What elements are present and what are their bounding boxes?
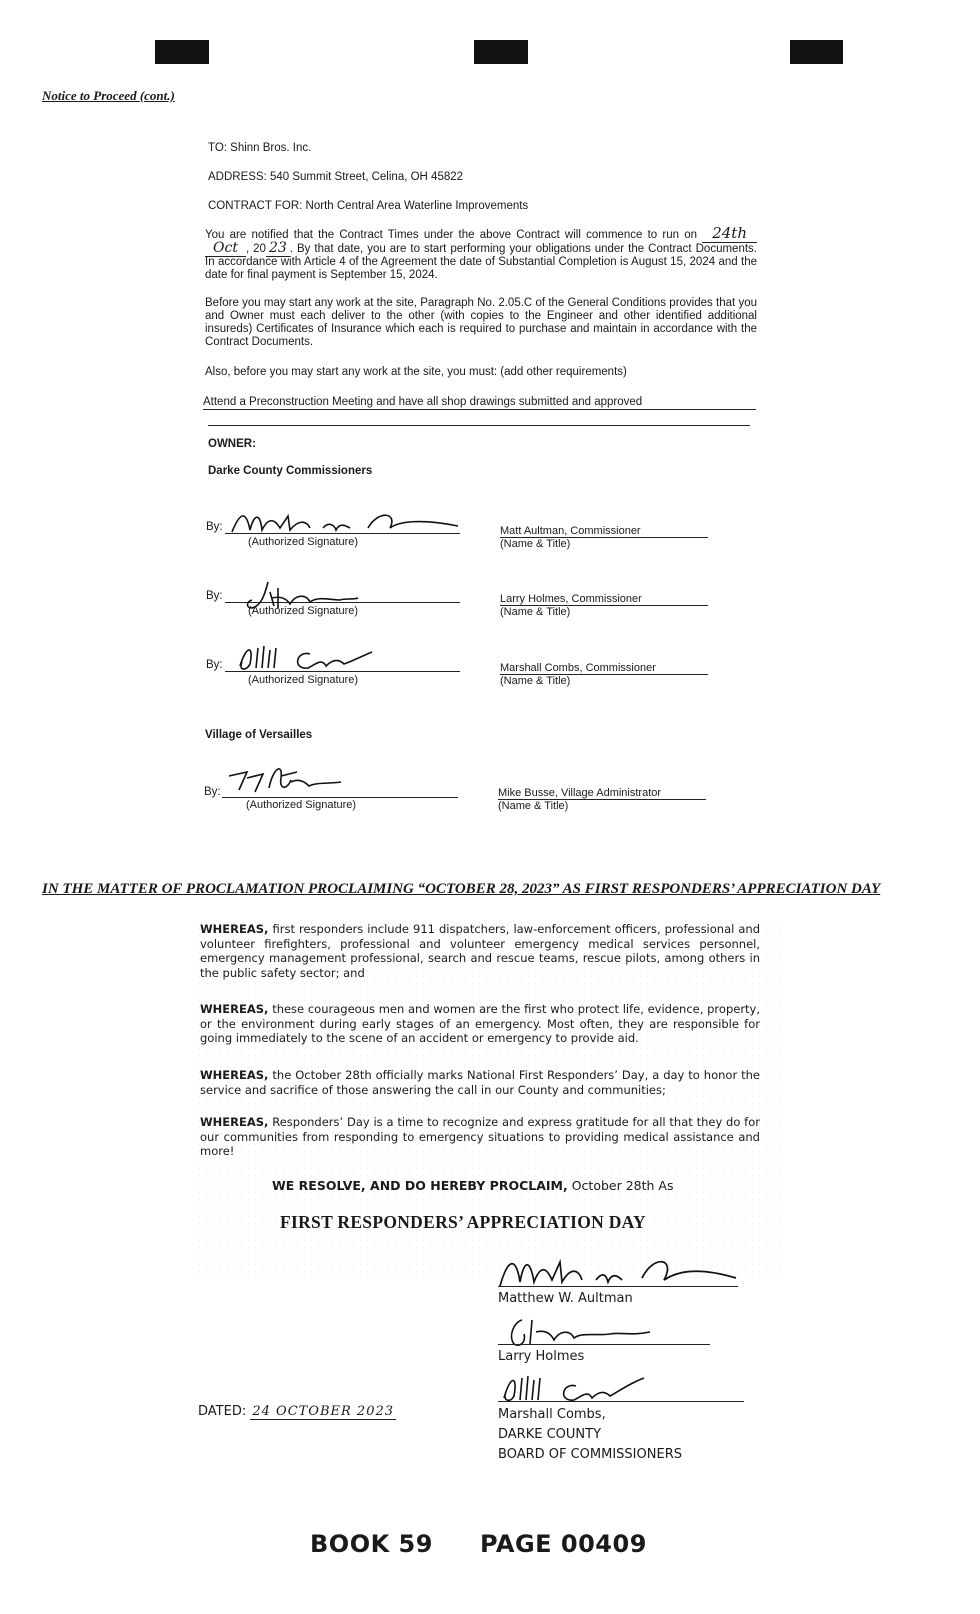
signature-combs-proclamation	[496, 1370, 656, 1404]
signature-combs	[232, 640, 392, 674]
whereas-paragraph-1: WHEREAS, first responders include 911 dispatchers, law-enforcement officers, professional and volunteer firefighters, professional and volunteer emergency medical services personnel, emergency management professional, search and rescue teams, rescue pilots, among others in the public safety sector; and	[200, 922, 760, 980]
proclamation-signer-2: Larry Holmes	[498, 1349, 585, 1364]
signature-line	[498, 1344, 710, 1345]
dated-value: 24 OCTOBER 2023	[252, 1404, 395, 1419]
notice-address: ADDRESS: 540 Summit Street, Celina, OH 45822	[208, 171, 464, 183]
by-label: By:	[204, 786, 221, 798]
redaction-bar-center	[474, 40, 528, 64]
signer-name: Mike Busse, Village Administrator	[498, 787, 706, 800]
notice-paragraph-1: You are notified that the Contract Times under the above Contract will commence to run on 24th Oct , 20 23 . By that date, you are to start performing your obligations under the Contract Documents. In accordance with Article 4 of the Agreement the date of Substantial Completion is August 15, 2024 and the date for final payment is September 15, 2024.	[205, 224, 757, 281]
handwritten-month: Oct	[205, 240, 246, 257]
signer-name: Larry Holmes, Commissioner	[500, 593, 708, 606]
signer-name: Matt Aultman, Commissioner	[500, 525, 708, 538]
signer-name: Marshall Combs, Commissioner	[500, 662, 708, 675]
redaction-bar-right	[790, 40, 843, 64]
proclamation-signer-org-2: BOARD OF COMMISSIONERS	[498, 1447, 682, 1462]
authorized-signature-caption: (Authorized Signature)	[248, 674, 359, 686]
dated-label: DATED:	[198, 1404, 247, 1419]
handwritten-day: 24th	[702, 224, 757, 243]
owner-label: OWNER:	[208, 438, 256, 450]
name-title-caption: (Name & Title)	[498, 800, 569, 812]
whereas-paragraph-3: WHEREAS, the October 28th officially marks National First Responders’ Day, a day to honor the service and sacrifice of those answering the call in our County and communities;	[200, 1068, 760, 1097]
handwritten-year: 23	[266, 240, 290, 257]
blank-requirement-line	[208, 425, 750, 426]
authorized-signature-caption: (Authorized Signature)	[246, 799, 357, 811]
name-title-caption: (Name & Title)	[500, 538, 571, 550]
signature-busse	[225, 760, 355, 796]
whereas-paragraph-2: WHEREAS, these courageous men and women are the first who protect life, evidence, property, or the environment during early stages of an emergency. Most often, they are responsible for going immediately to the scene of an accident or emergency to provide aid.	[200, 1002, 761, 1045]
proclamation-title: IN THE MATTER OF PROCLAMATION PROCLAIMING “OCTOBER 28, 2023” AS FIRST RESPONDERS’ APPRECIATION DAY	[42, 881, 881, 897]
page-number: PAGE 00409	[480, 1530, 647, 1558]
village-label: Village of Versailles	[205, 729, 313, 741]
contract-for-value: North Central Area Waterline Improvements	[305, 200, 529, 212]
contract-for-label: CONTRACT FOR:	[208, 200, 303, 212]
resolve-statement: WE RESOLVE, AND DO HEREBY PROCLAIM, October 28th As	[272, 1178, 674, 1193]
notice-header: Notice to Proceed (cont.)	[42, 88, 175, 103]
signature-line	[498, 1286, 738, 1287]
by-label: By:	[206, 521, 223, 533]
book-number: BOOK 59	[310, 1530, 433, 1558]
authorized-signature-caption: (Authorized Signature)	[248, 536, 359, 548]
signature-line	[222, 797, 458, 798]
dated-line	[198, 1404, 396, 1419]
name-title-caption: (Name & Title)	[500, 606, 571, 618]
proclamation-signer-3: Marshall Combs,	[498, 1407, 606, 1422]
authorized-signature-caption: (Authorized Signature)	[248, 605, 359, 617]
signature-aultman	[228, 508, 468, 538]
name-title-caption: (Name & Title)	[500, 675, 571, 687]
notice-paragraph-3: Also, before you may start any work at the site, you must: (add other requirements)	[205, 366, 627, 378]
signature-line	[498, 1401, 744, 1402]
by-label: By:	[206, 659, 223, 671]
appreciation-day-heading: FIRST RESPONDERS’ APPRECIATION DAY	[280, 1212, 646, 1232]
owner-name: Darke County Commissioners	[208, 465, 373, 477]
notice-contract-for	[208, 200, 528, 213]
by-label: By:	[206, 590, 223, 602]
proclamation-signer-1: Matthew W. Aultman	[498, 1291, 633, 1306]
proclamation-signer-org-1: DARKE COUNTY	[498, 1427, 602, 1442]
requirement-line: Attend a Preconstruction Meeting and have all shop drawings submitted and approved	[203, 396, 756, 410]
notice-to: TO: Shinn Bros. Inc.	[208, 142, 312, 154]
redaction-bar-left	[155, 40, 209, 64]
whereas-paragraph-4: WHEREAS, Responders’ Day is a time to recognize and express gratitude for all that they do for our communities from responding to emergency situations to providing medical assistance and more!	[200, 1115, 760, 1158]
notice-paragraph-2: Before you may start any work at the site, Paragraph No. 2.05.C of the General Conditions provides that you and Owner must each deliver to the other (with copies to the Engineer and other identified additional insureds) Certificates of Insurance which each is required to purchase and maintain in accordance with the Contract Documents.	[205, 297, 757, 348]
